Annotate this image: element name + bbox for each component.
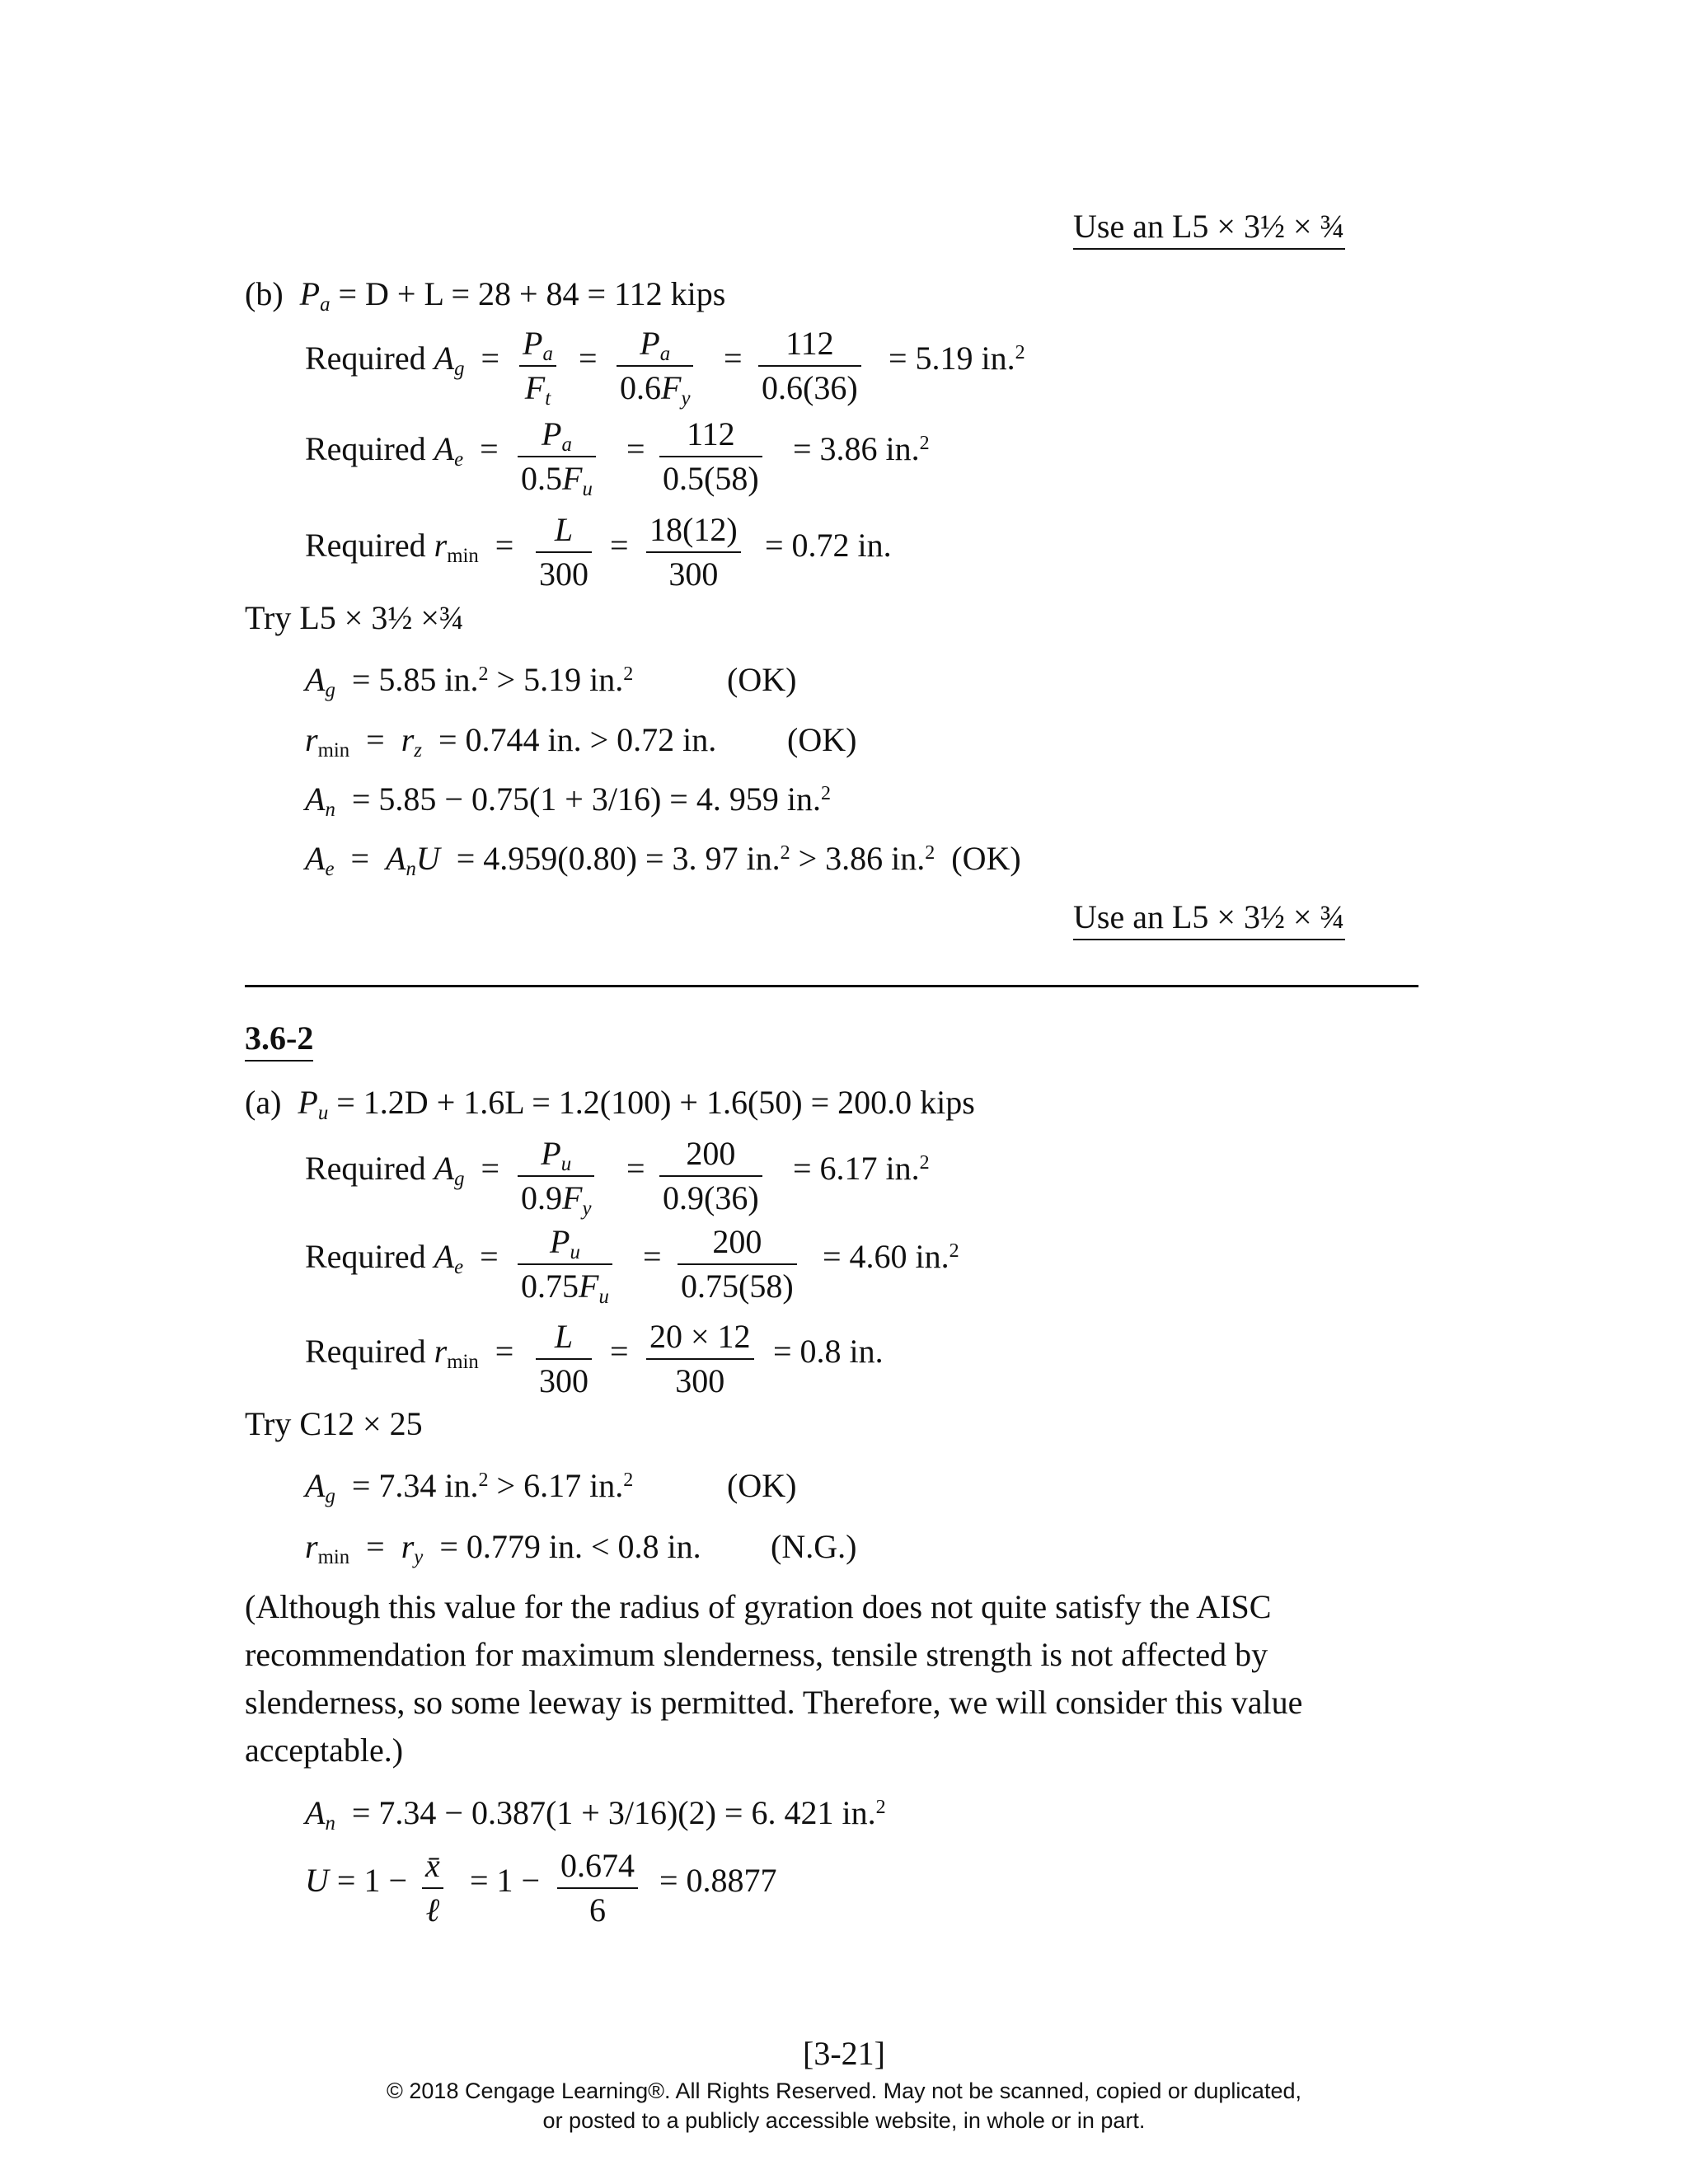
page-number: [3-21] [803,2035,885,2072]
check-rmin-ok: (OK) [787,721,857,758]
fraction-l-over-300: $\frac{L}{300}$ [536,513,592,591]
ag-result: = 6.17 in.$^2$ [793,1150,930,1187]
check-ag: $A_g = 5.85$ in.$^2$ > 5.19 in.$^2$ [305,661,634,701]
r-result: = 0.72 in. [765,527,892,564]
u-equation-lhs: U = 1 − [305,1862,408,1899]
fraction-ae-value: $\frac{200}{0.75(58)}$ [678,1226,797,1303]
fraction-ag-value: $\frac{200}{0.9(36)}$ [659,1137,762,1215]
copyright-notice: or posted to a publicly accessible website, in whole or in part. [542,2108,1146,2133]
u-result: = 0.8877 [659,1862,777,1899]
fraction-l-over-300: $\frac{L}{300}$ [536,1320,592,1398]
section-divider [245,985,1418,987]
copyright-notice: © 2018 Cengage Learning®. All Rights Reserved. May not be scanned, copied or duplicated, [387,2079,1301,2103]
use-statement: Use an L5 × 3½ × ¾ [1073,901,1345,934]
fraction-ag-value: $\frac{112}{0.6(36)}$ [758,327,861,405]
check-ae: $A_e = A_nU = 4.959(0.80) = 3$. 97 in.$^2$ > 3.86 in.$^2$ (OK) [305,840,1021,880]
check-ag: $A_g = 7.34$ in.$^2$ > 6.17 in.$^2$ [305,1467,634,1507]
paragraph-line: acceptable.) [245,1732,404,1769]
fraction-r-value: $\frac{20 \times 12}{300}$ [646,1320,754,1398]
r-result: = 0.8 in. [773,1333,884,1370]
check-ag-ok: (OK) [727,1467,797,1504]
paragraph-line: (Although this value for the radius of gyration does not quite satisfy the AISC [245,1588,1272,1625]
try-section: Try L5 × 3½ ×¾ [245,599,464,636]
ag-result: = 5.19 in.$^2$ [889,340,1025,377]
ae-result: = 3.86 in.$^2$ [793,430,930,467]
paragraph-line: recommendation for maximum slenderness, tensile strength is not affected by [245,1636,1268,1673]
fraction-pu-over-075fu: $\frac{P_u}{0.75F_u}$ [518,1226,612,1303]
fraction-pa-over-06fy: $\frac{P_a}{0.6F_y}$ [617,327,693,405]
paragraph-line: slenderness, so some leeway is permitted. Therefore, we will consider this value [245,1684,1303,1721]
fraction-pa-over-05fu: $\frac{P_a}{0.5F_u}$ [518,418,596,495]
check-rmin: $r_{min} = r_y = 0.779$ in. < 0.8 in. [305,1528,701,1568]
check-rmin: $r_{min} = r_z = 0.744$ in. > 0.72 in. [305,721,717,762]
problem-number: 3.6-2 [245,1022,313,1055]
ae-result: = 4.60 in.$^2$ [823,1238,959,1275]
required-ae-label: Required $A_e$ = [305,1238,499,1278]
fraction-r-value: $\frac{18(12)}{300}$ [646,513,741,591]
use-statement: Use an L5 × 3½ × ¾ [1073,210,1345,243]
fraction-pa-over-ft: $\frac{P_a}{F_t}$ [519,327,556,405]
fraction-pu-over-09fy: $\frac{P_u}{0.9F_y}$ [518,1137,594,1215]
required-rmin-label: Required $r_{min}$ = [305,1333,514,1373]
required-ae-label: Required $A_e$ = [305,430,499,471]
part-a-pu-equation: (a) $P_u = 1.2D + 1.6L = 1.2(100) + 1.6(50) = 200.0$ kips [245,1084,975,1124]
fraction-u-value: $\frac{0.674}{6}$ [557,1849,638,1927]
fraction-ae-value: $\frac{112}{0.5(58)}$ [659,418,762,495]
fraction-xbar-over-l: x̄ ℓ [422,1849,443,1927]
required-ag-label: Required $A_g$ = [305,1150,500,1190]
check-ag-ok: (OK) [727,661,797,698]
part-b-pa-equation: (b) $P_a = D + L = 28 + 84 = 112$ kips [245,275,726,316]
check-an: $A_n = 7.34 - 0.387(1 + 3/16)(2) = 6$. 421 in.$^2$ [305,1794,886,1835]
required-ag-label: Required $A_g$ = [305,340,500,380]
try-section: Try C12 × 25 [245,1405,423,1442]
check-an: $A_n = 5.85 - 0.75(1 + 3/16) = 4$. 959 in.$^2$ [305,780,831,821]
required-rmin-label: Required $r_{min}$ = [305,527,514,567]
check-rmin-ng: (N.G.) [771,1528,857,1565]
